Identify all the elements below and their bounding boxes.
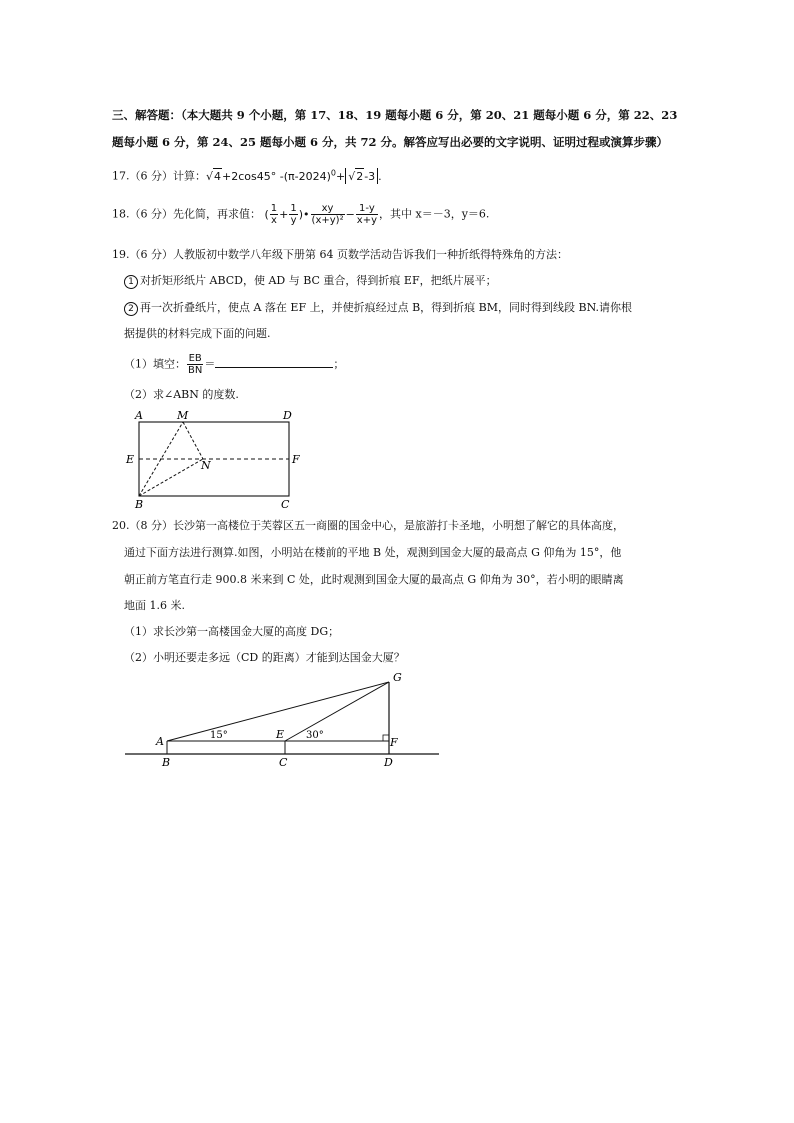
q19-part2: （2）求∠ABN 的度数. bbox=[124, 388, 239, 401]
sight-line-eg bbox=[285, 682, 389, 741]
question-18 bbox=[112, 203, 489, 226]
q19-step1-text: 对折矩形纸片 ABCD，使 AD 与 BC 重合，得到折痕 EF，把纸片展平； bbox=[140, 274, 497, 287]
step2-mark: 2 bbox=[124, 302, 138, 316]
label-e: E bbox=[276, 728, 285, 741]
angle-15-label: 15° bbox=[210, 730, 228, 741]
q19-intro: 人教版初中数学八年级下册第 64 页数学活动告诉我们一种折纸得特殊角的方法： bbox=[173, 248, 568, 261]
q17-expression: √4+2cos45° $-(\pi-2024)^0+ √2-3$ . bbox=[206, 168, 382, 183]
q19-part1-frac: $\frac{EB}{BN}$ bbox=[188, 353, 203, 376]
q20-number: 20. bbox=[112, 519, 130, 532]
q17-abs: √2-3 bbox=[345, 168, 378, 184]
building-elevation-figure bbox=[122, 670, 442, 770]
label-d: D bbox=[384, 756, 393, 769]
question-17 bbox=[112, 165, 382, 184]
right-angle-mark bbox=[383, 735, 389, 741]
q17-abs-sqrt-arg: 2 bbox=[356, 169, 364, 183]
q18-expression: ( $\frac{1}{x}$ + $\frac{1}{y}$ )• $\frac{xy}{\text{(x+y)²}}$ − $\frac{1-y}{x+y}$ bbox=[264, 203, 378, 226]
q20-line3: 朝正前方笔直行走 900.8 米来到 C 处，此时观测到国金大厦的最高点 G 仰角为 30°，若小明的眼睛离 bbox=[124, 573, 624, 586]
angle-30-label: 30° bbox=[306, 730, 324, 741]
q18-prompt: 先化简，再求值： bbox=[173, 207, 261, 221]
label-c: C bbox=[279, 756, 288, 769]
q20-part1: （1）求长沙第一高楼国金大厦的高度 DG； bbox=[124, 625, 340, 638]
q19-step1 bbox=[124, 273, 497, 289]
q18-score: （6 分） bbox=[129, 207, 173, 221]
label-f: F bbox=[390, 736, 398, 749]
q18-frac1: $\frac{1}{x}$ bbox=[270, 203, 278, 226]
question-19-intro bbox=[112, 247, 568, 262]
label-a: A bbox=[135, 409, 143, 422]
q18-frac4: $\frac{1-y}{x+y}$ bbox=[356, 203, 378, 226]
label-g: G bbox=[393, 671, 402, 684]
section-title-line2: 题每小题 6 分，第 24、25 题每小题 6 分，共 72 分。解答应写出必要的文字说明、证明过程或演算步骤） bbox=[112, 135, 669, 149]
segment-mn bbox=[183, 422, 203, 459]
q17-abs-rest: -3 bbox=[364, 169, 376, 183]
label-b: B bbox=[162, 756, 171, 769]
question-20 bbox=[112, 518, 624, 533]
q19-step2 bbox=[124, 300, 632, 316]
q18-frac2: $\frac{1}{y}$ bbox=[290, 203, 297, 226]
label-f: F bbox=[292, 453, 300, 466]
step1-mark: 1 bbox=[124, 275, 138, 289]
label-a: A bbox=[156, 735, 164, 748]
q17-score: （6 分） bbox=[129, 169, 173, 183]
label-m: M bbox=[177, 409, 189, 422]
q19-step2-text: 再一次折叠纸片，使点 A 落在 EF 上，并使折痕经过点 B，得到折痕 BM，同时得到线段 BN.请你根 bbox=[140, 301, 633, 314]
q17-prompt: 计算： bbox=[173, 169, 206, 183]
q19-part1-label: （1）填空： bbox=[124, 357, 186, 371]
q19-step2b: 据提供的材料完成下面的问题. bbox=[124, 327, 271, 340]
q20-part2: （2）小明还要走多远（CD 的距离）才能到达国金大厦？ bbox=[124, 651, 405, 664]
q17-sqrt-arg: 4 bbox=[214, 169, 222, 183]
q18-tail: ，其中 x＝－3，y＝6. bbox=[379, 207, 490, 221]
q17-expr-mid: +2cos45° -(π-2024) bbox=[222, 169, 331, 183]
q20-line2: 通过下面方法进行测算.如图，小明站在楼前的平地 B 处，观测到国金大厦的最高点 G 仰角为 15°，他 bbox=[124, 546, 622, 559]
q17-plus: + bbox=[335, 169, 346, 183]
q20-line1: 长沙第一高楼位于芙蓉区五一商圈的国金中心，是旅游打卡圣地，小明想了解它的具体高度， bbox=[173, 519, 624, 532]
q20-line4: 地面 1.6 米. bbox=[124, 599, 185, 612]
label-b: B bbox=[135, 498, 144, 510]
section-title-line1: 三、解答题：（本大题共 9 个小题，第 17、18、19 题每小题 6 分，第 20、21 题每小题 6 分，第 22、23 bbox=[112, 108, 678, 122]
label-e: E bbox=[126, 453, 135, 466]
label-n: N bbox=[201, 459, 211, 472]
q19-number: 19. bbox=[112, 248, 130, 261]
answer-blank[interactable] bbox=[215, 357, 333, 368]
q19-part1-end: ； bbox=[333, 357, 345, 371]
q17-exponent: 0 bbox=[330, 168, 336, 177]
segment-bn bbox=[139, 459, 203, 496]
q18-number: 18. bbox=[112, 207, 130, 221]
q19-score: （6 分） bbox=[129, 248, 173, 261]
label-c: C bbox=[281, 498, 290, 510]
q18-frac3: $\frac{xy}{\text{(x+y)²}}$ bbox=[311, 203, 344, 226]
q19-part1-eq: ＝ bbox=[204, 357, 216, 371]
q19-part1 bbox=[124, 353, 344, 376]
rectangle-fold-figure bbox=[120, 405, 310, 510]
label-d: D bbox=[283, 409, 292, 422]
q17-end: . bbox=[378, 169, 382, 183]
q20-score: （8 分） bbox=[129, 519, 173, 532]
q17-number: 17. bbox=[112, 169, 130, 183]
